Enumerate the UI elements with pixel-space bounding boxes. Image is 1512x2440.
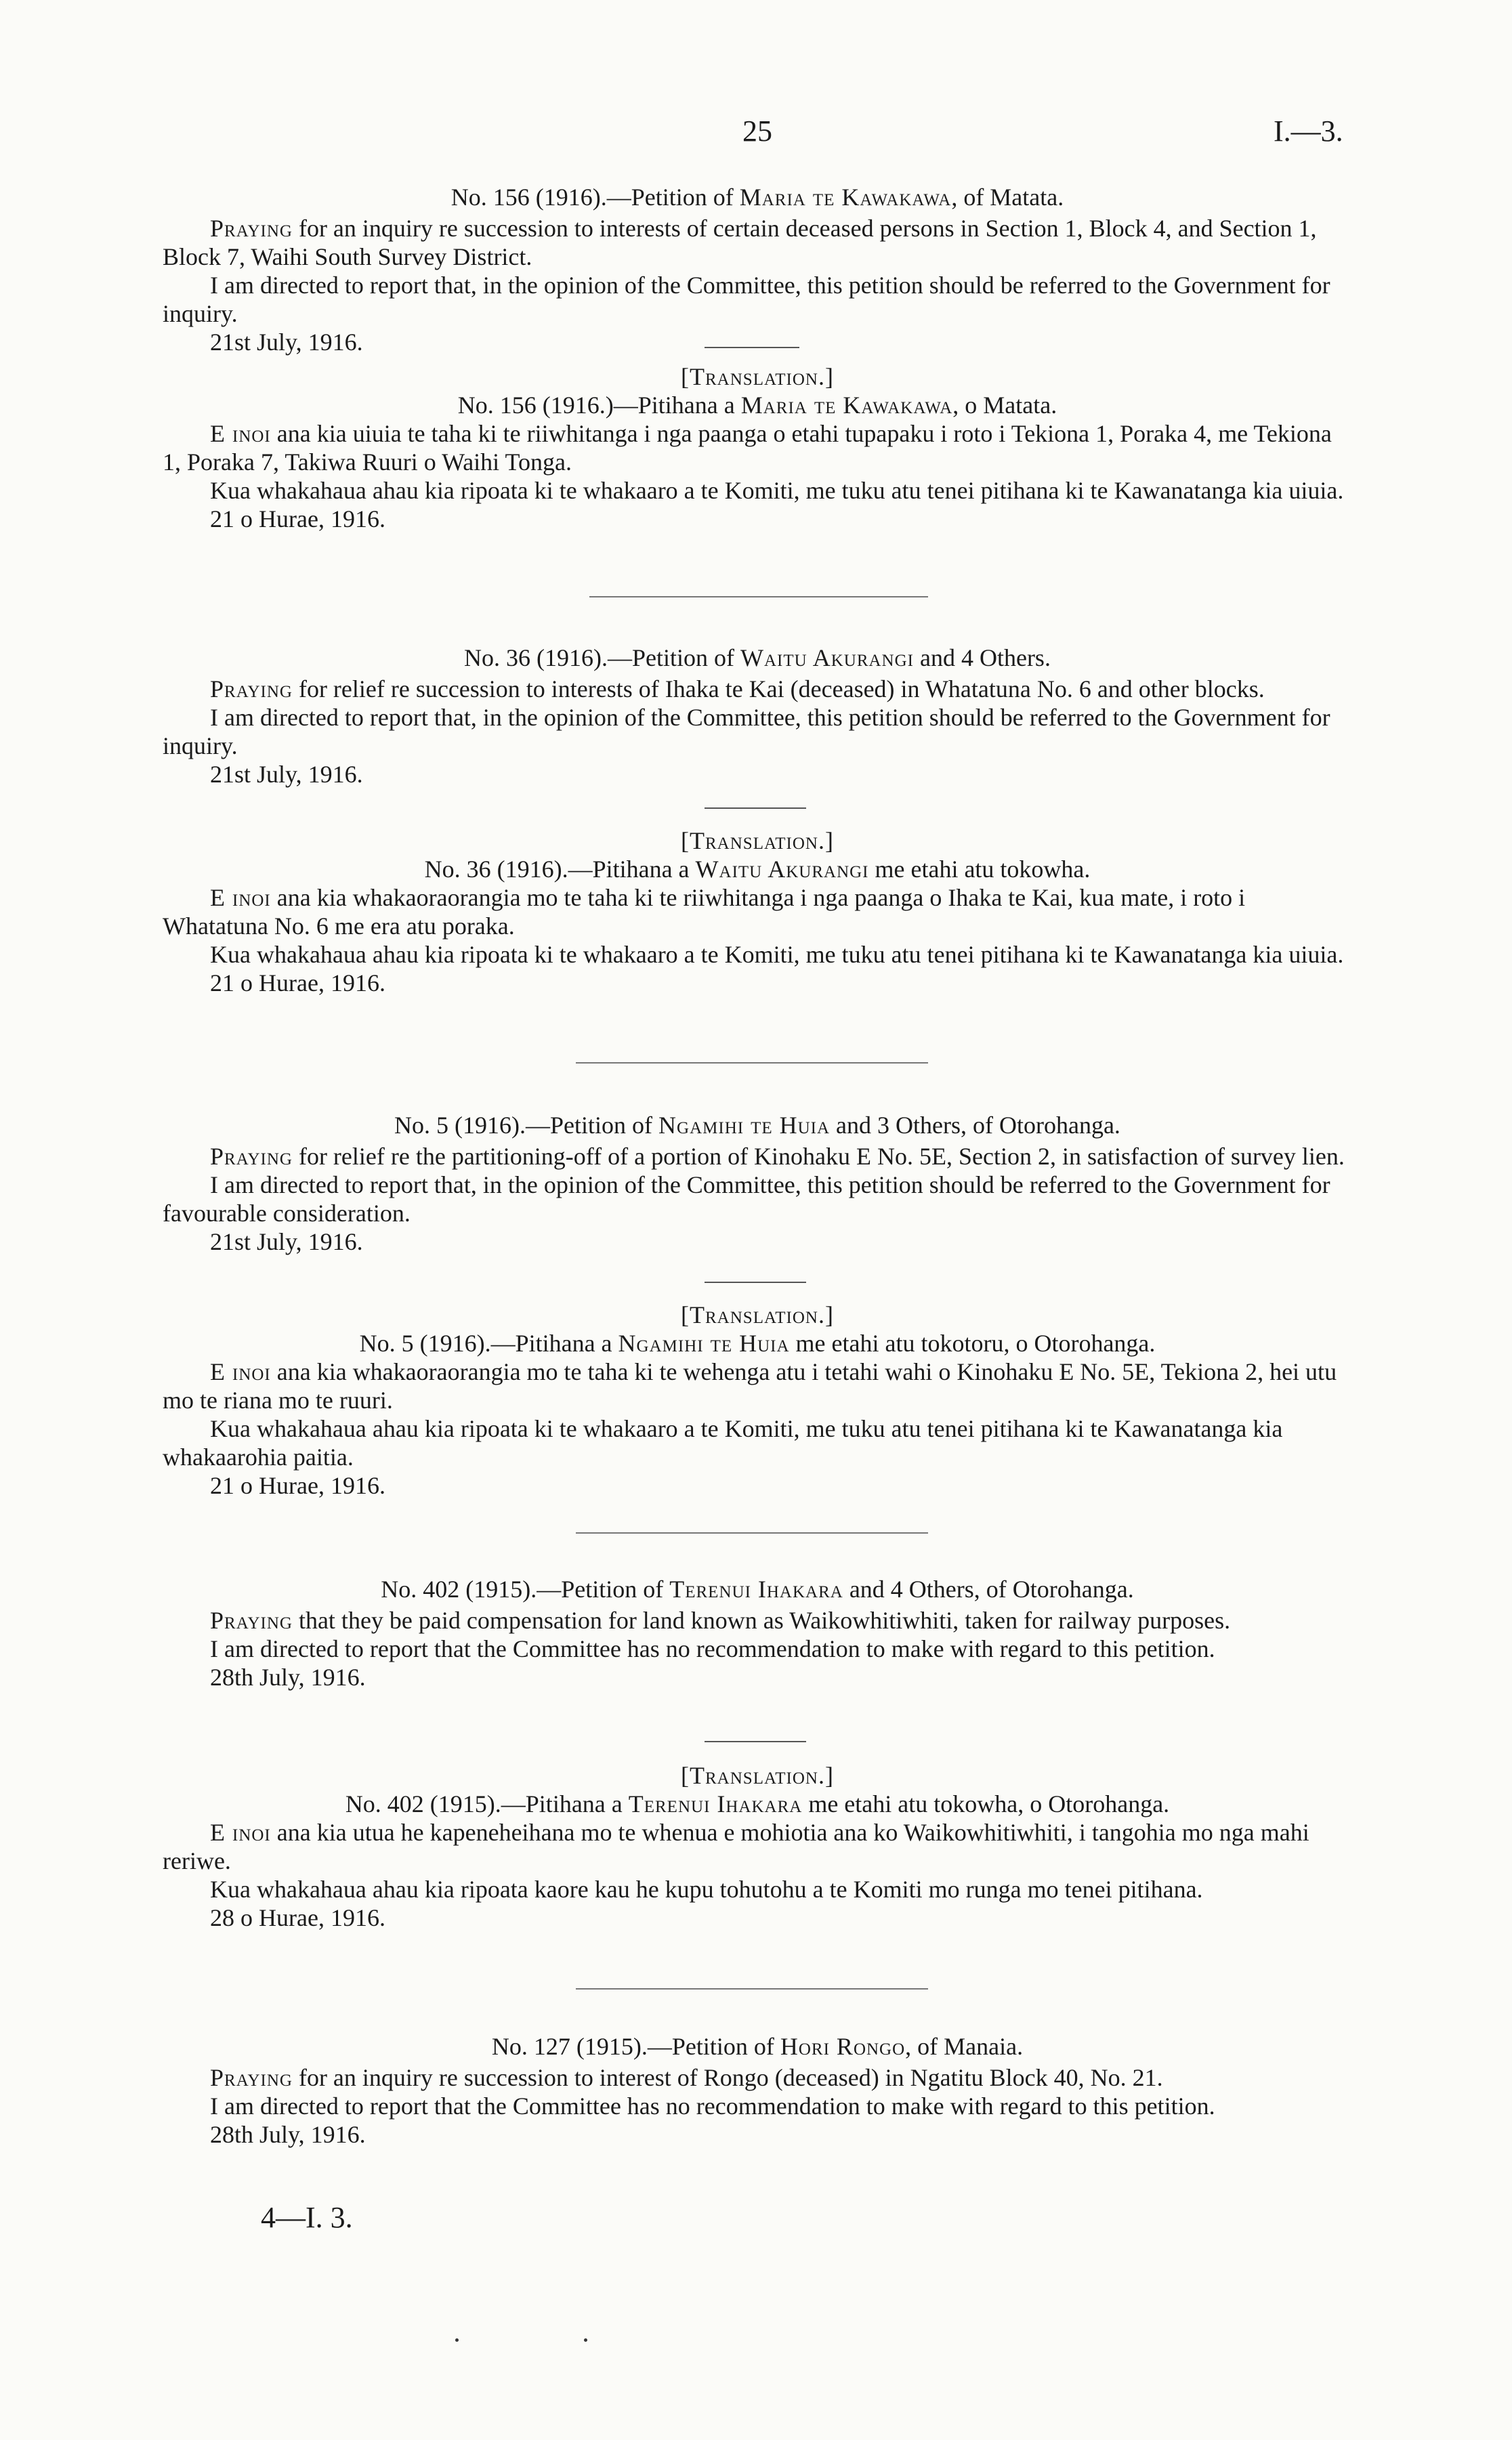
petition-section-127	[163, 2032, 1352, 2149]
translation-report: Kua whakahaua ahau kia ripoata kaore kau he kupu tohutohu a te Komiti mo runga mo tenei pitihana.	[210, 1876, 1203, 1903]
divider-short	[705, 807, 806, 809]
divider-short	[705, 347, 799, 348]
signature-mark: 4—I. 3.	[261, 2201, 353, 2234]
praying-paragraph: Praying for an inquiry re succession to interest of Rongo (deceased) in Ngatitu Block 40, No. 21.	[210, 2064, 1163, 2091]
translation-section-402	[163, 1761, 1352, 1932]
translation-title: No. 402 (1915).—Pitihana a Terenui Ihakara me etahi atu tokowha, o Otorohanga.	[345, 1790, 1170, 1817]
report-paragraph: I am directed to report that the Committee has no recommendation to make with regard to this petition.	[210, 1635, 1215, 1662]
praying-paragraph: Praying that they be paid compensation for land known as Waikowhitiwhiti, taken for railway purposes.	[210, 1607, 1231, 1634]
translation-title: No. 5 (1916).—Pitihana a Ngamihi te Huia me etahi atu tokotoru, o Otorohanga.	[359, 1330, 1156, 1357]
divider-short	[705, 1282, 806, 1283]
report-date: 28th July, 1916.	[210, 1664, 366, 1691]
translation-date: 21 o Hurae, 1916.	[210, 505, 385, 532]
translation-label: [Translation.]	[681, 1762, 834, 1789]
translation-report: Kua whakahaua ahau kia ripoata ki te whakaaro a te Komiti, me tuku atu tenei pitihana ki te Kawanatanga kia whakaarohia paitia.	[163, 1415, 1283, 1471]
section-divider	[576, 1062, 928, 1064]
divider-short	[705, 1741, 806, 1742]
report-date: 21st July, 1916.	[210, 1228, 363, 1255]
translation-title: No. 36 (1916).—Pitihana a Waitu Akurangi me etahi atu tokowha.	[424, 856, 1091, 883]
praying-paragraph: Praying for relief re succession to interests of Ihaka te Kai (deceased) in Whatatuna No. 6 and other blocks.	[210, 675, 1265, 702]
translation-report: Kua whakahaua ahau kia ripoata ki te whakaaro a te Komiti, me tuku atu tenei pitihana ki te Kawanatanga kia uiuia.	[210, 941, 1344, 968]
report-paragraph: I am directed to report that the Committee has no recommendation to make with regard to this petition.	[210, 2092, 1215, 2120]
translation-label: [Translation.]	[681, 1301, 834, 1328]
translation-section-36	[163, 826, 1352, 997]
petition-section-5	[163, 1111, 1352, 1256]
translation-date: 21 o Hurae, 1916.	[210, 969, 385, 996]
report-paragraph: I am directed to report that, in the opinion of the Committee, this petition should be referred to the Government for inquiry.	[163, 704, 1330, 759]
translation-label: [Translation.]	[681, 827, 834, 854]
petition-section-402	[163, 1575, 1352, 1691]
translation-date: 21 o Hurae, 1916.	[210, 1472, 385, 1499]
petition-title: No. 36 (1916).—Petition of Waitu Akurangi and 4 Others.	[464, 644, 1051, 671]
section-divider	[576, 1988, 928, 1990]
praying-paragraph: Praying for an inquiry re succession to interests of certain deceased persons in Section 1, Block 4, and Section 1, Block 7, Waihi South Survey District.	[163, 215, 1317, 270]
report-date: 28th July, 1916.	[210, 2121, 366, 2148]
page-number: 25	[742, 114, 772, 148]
report-paragraph: I am directed to report that, in the opinion of the Committee, this petition should be referred to the Government for favourable consideration.	[163, 1171, 1330, 1227]
translation-paragraph: E inoi ana kia uiuia te taha ki te riiwhitanga i nga paanga o etahi tupapaku i roto i Tekiona 1, Poraka 4, me Tekiona 1, Poraka 7, Takiwa Ruuri o Waihi Tonga.	[163, 420, 1332, 476]
section-divider	[589, 596, 928, 597]
translation-label: [Translation.]	[681, 363, 834, 390]
speck	[455, 2338, 459, 2342]
translation-section-5	[163, 1301, 1352, 1500]
petition-title: No. 156 (1916).—Petition of Maria te Kawakawa, of Matata.	[450, 184, 1064, 211]
translation-date: 28 o Hurae, 1916.	[210, 1904, 385, 1931]
petition-title: No. 402 (1915).—Petition of Terenui Ihakara and 4 Others, of Otorohanga.	[381, 1576, 1134, 1603]
translation-section-156	[163, 362, 1352, 533]
report-date: 21st July, 1916.	[210, 329, 363, 356]
paper-reference: I.—3.	[1274, 114, 1343, 148]
speck	[584, 2338, 587, 2342]
praying-paragraph: Praying for relief re the partitioning-off of a portion of Kinohaku E No. 5E, Section 2, in satisfaction of survey lien.	[210, 1143, 1345, 1170]
translation-report: Kua whakahaua ahau kia ripoata ki te whakaaro a te Komiti, me tuku atu tenei pitihana ki te Kawanatanga kia uiuia.	[210, 477, 1344, 504]
report-paragraph: I am directed to report that, in the opinion of the Committee, this petition should be referred to the Government for inquiry.	[163, 272, 1330, 327]
report-date: 21st July, 1916.	[210, 761, 363, 788]
petition-title: No. 127 (1915).—Petition of Hori Rongo, of Manaia.	[491, 2033, 1024, 2060]
petition-section-156	[163, 183, 1352, 356]
petition-title: No. 5 (1916).—Petition of Ngamihi te Huia and 3 Others, of Otorohanga.	[394, 1112, 1120, 1139]
petition-section-36	[163, 644, 1352, 788]
translation-paragraph: E inoi ana kia whakaoraorangia mo te taha ki te wehenga atu i tetahi wahi o Kinohaku E No. 5E, Tekiona 2, hei utu mo te riana mo te ruuri.	[163, 1358, 1337, 1414]
translation-paragraph: E inoi ana kia whakaoraorangia mo te taha ki te riiwhitanga i nga paanga o Ihaka te Kai, kua mate, i roto i Whatatuna No. 6 me era atu poraka.	[163, 884, 1246, 940]
translation-paragraph: E inoi ana kia utua he kapeneheihana mo te whenua e mohiotia ana ko Waikowhitiwhiti, i tangohia mo nga mahi reriwe.	[163, 1819, 1309, 1874]
section-divider	[576, 1532, 928, 1534]
translation-title: No. 156 (1916.)—Pitihana a Maria te Kawakawa, o Matata.	[457, 392, 1057, 419]
